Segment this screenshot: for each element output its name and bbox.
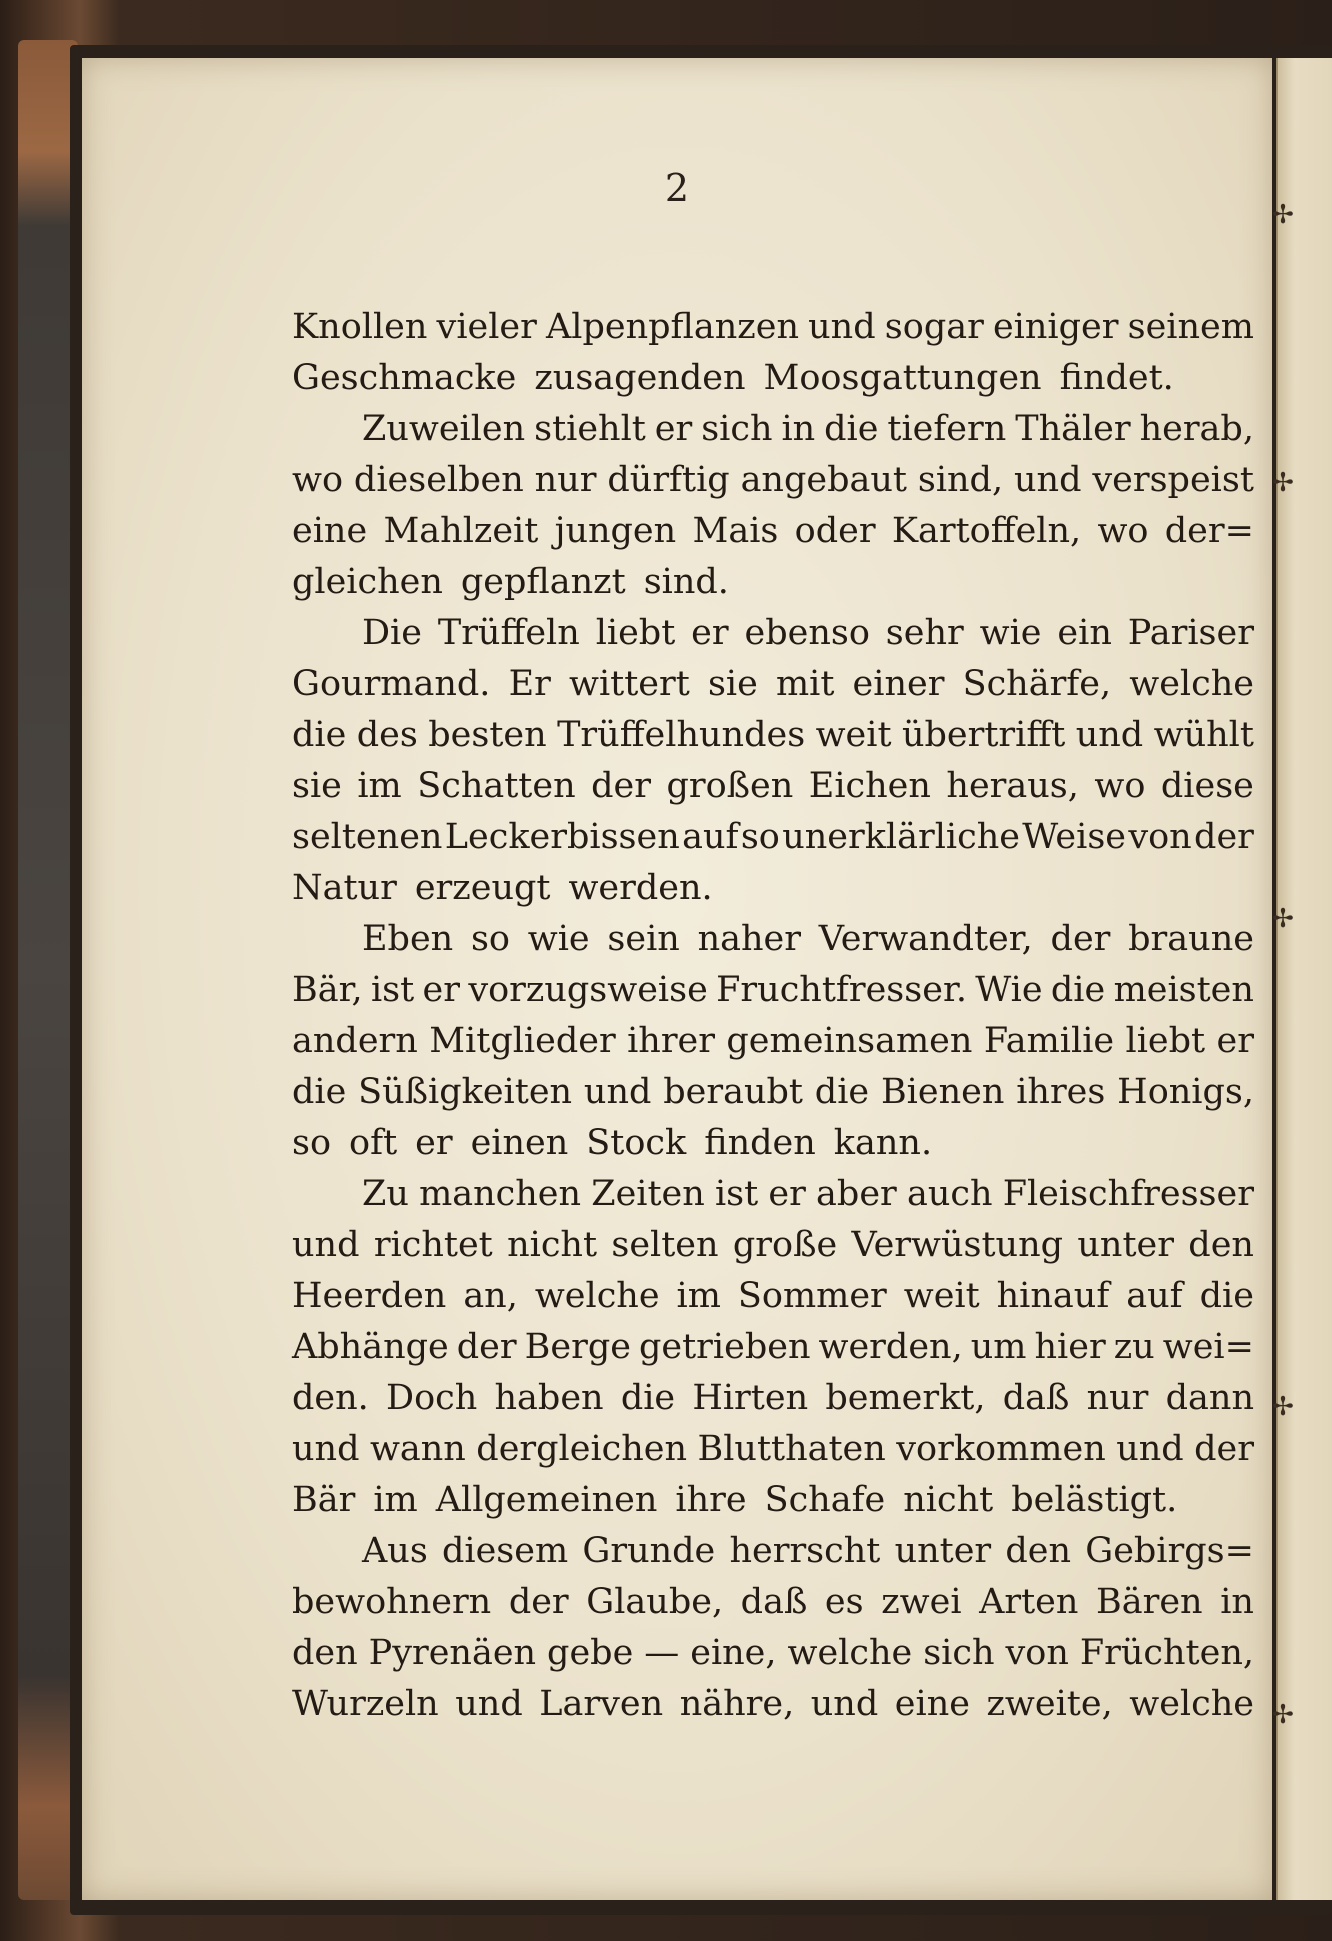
word: oft [349,1123,398,1163]
text-line [292,761,1254,812]
text-line [292,965,1254,1016]
word: an, [463,1276,518,1316]
word: diese [1160,766,1254,806]
word: Geschmacke [292,358,517,398]
word: der [1194,817,1254,857]
word: Trüffeln [437,613,580,653]
word: Zu [362,1174,409,1214]
word: Schärfe, [962,664,1112,704]
word: im [357,766,402,806]
word: einer [852,664,945,704]
word: Schatten [417,766,576,806]
text-line [292,302,1254,353]
word: belästigt. [1011,1480,1178,1520]
text-line [292,557,1254,608]
word: zusagenden [534,358,746,398]
word: Leckerbissen [444,817,680,857]
word: Pariser [1127,613,1254,653]
word: diesem [441,1531,569,1571]
word: Bär, [292,970,363,1010]
word: daß [740,1582,808,1622]
word: Fruchtfresser. [716,970,967,1010]
word: gebe [547,1633,634,1673]
text-line [292,1271,1254,1322]
text-line [292,710,1254,761]
word: Bären [1096,1582,1203,1622]
text-line [292,455,1254,506]
word: richtet [373,1225,493,1265]
text-line [292,506,1254,557]
text-line [292,1016,1254,1067]
word: werden, [818,1327,963,1367]
word: und [583,1072,652,1112]
word: welche [1129,1684,1254,1724]
word: Verwüstung [851,1225,1064,1265]
word: stiehlt [534,409,646,449]
word: unter [1077,1225,1174,1265]
word: so [292,1123,332,1163]
word: werden. [568,868,713,908]
word: dieselben [353,460,524,500]
word: heraus, [946,766,1079,806]
word: Grunde [582,1531,716,1571]
word: Wurzeln [292,1684,439,1724]
binding-stitch-icon: ✢ [1272,1392,1294,1422]
word: sie [292,766,342,806]
word: Er [508,664,551,704]
word: bemerkt, [825,1378,986,1418]
word: und [455,1684,523,1724]
text-line [292,608,1254,659]
text-line [292,1322,1254,1373]
word: seinem [1127,307,1254,347]
word: er [654,409,693,449]
word: sein [607,919,680,959]
word: beraubt [663,1072,803,1112]
word: Alpenpflanzen [546,307,799,347]
word: daß [1002,1378,1070,1418]
word: zu [1113,1327,1155,1367]
binding-stitch-icon: ✢ [1272,200,1294,230]
word: ihrer [627,1021,715,1061]
word: — [644,1633,680,1673]
word: wühlt [1153,715,1254,755]
word: die [292,1072,347,1112]
word: besten [428,715,547,755]
word: Bär [292,1480,356,1520]
word: eine, [690,1633,777,1673]
text-line [292,1526,1254,1577]
binding-stitch-icon: ✢ [1272,904,1294,934]
word: Kartoffeln, [891,511,1082,551]
word: im [373,1480,418,1520]
word: auf [682,817,739,857]
text-line [292,863,1254,914]
word: Eben [362,919,454,959]
binding-stitch-icon: ✢ [1272,468,1294,498]
word: und [1075,715,1144,755]
word: getrieben [639,1327,811,1367]
word: Gourmand. [292,664,491,704]
word: hier [1034,1327,1106,1367]
word: kann. [833,1123,933,1163]
word: Weise [1022,817,1126,857]
word: nicht [903,1480,994,1520]
word: wann [369,1429,466,1469]
word: Wie [975,970,1043,1010]
word: manchen [419,1174,582,1214]
word: er [415,1123,453,1163]
text-line [292,914,1254,965]
word: dergleichen [476,1429,688,1469]
word: einiger [992,307,1119,347]
word: der [1050,919,1111,959]
text-line [292,1424,1254,1475]
word: um [970,1327,1027,1367]
word: herrscht [729,1531,881,1571]
word: der [508,1582,569,1622]
word: im [676,1276,721,1316]
word: und [1116,1429,1184,1469]
word: braune [1128,919,1254,959]
word: Pyrenäen [368,1633,537,1673]
word: zweite, [986,1684,1113,1724]
word: des [356,715,418,755]
word: Natur [292,868,397,908]
word: und [808,307,876,347]
word: tiefern [887,409,1007,449]
word: von [1128,817,1192,857]
word: verspeist [1092,460,1254,500]
word: Fleischfresser [1002,1174,1254,1214]
word: Die [362,613,422,653]
word: in [1220,1582,1254,1622]
word: wittert [569,664,690,704]
word: sie [707,664,758,704]
text-line [292,1220,1254,1271]
word: Berge [524,1327,631,1367]
word: Familie [983,1021,1115,1061]
word: Stock [586,1123,687,1163]
word: wo [1094,766,1146,806]
word: naher [697,919,801,959]
text-line [292,812,1254,863]
word: Doch [386,1378,478,1418]
word: er [768,1174,806,1214]
word: eine [292,511,368,551]
word: Bienen [880,1072,1005,1112]
word: Trüffelhundes [557,715,806,755]
text-line [292,1169,1254,1220]
word: der [1194,1429,1254,1469]
word: unter [894,1531,992,1571]
word: großen [666,766,794,806]
word: Allgemeinen [435,1480,658,1520]
word: Thäler [1015,409,1131,449]
text-line [292,353,1254,404]
word: große [732,1225,838,1265]
word: auch [906,1174,993,1214]
word: Mais [692,511,779,551]
page-number: 2 [664,166,690,210]
word: wo [1097,511,1149,551]
word: sehr [885,613,964,653]
word: wie [979,613,1042,653]
word: nicht [507,1225,598,1265]
word: bewohnern [292,1582,492,1622]
word: sich [701,409,773,449]
word: Glaube, [586,1582,724,1622]
word: die [1050,970,1106,1010]
word: die [292,715,347,755]
word: Verwandter, [818,919,1033,959]
word: liebt [595,613,676,653]
word: es [824,1582,864,1622]
word: nur [534,460,597,500]
page-text [292,302,1254,1730]
word: gemeinsamen [726,1021,973,1061]
book-page [82,58,1272,1900]
word: sich [923,1633,995,1673]
word: Blutthaten [697,1429,886,1469]
word: sogar [884,307,984,347]
word: nur [1086,1378,1149,1418]
word: übertrifft [901,715,1066,755]
word: ebenso [744,613,870,653]
word: meisten [1113,970,1254,1010]
word: Abhänge [292,1327,449,1367]
word: ihre [675,1480,747,1520]
word: unerklärliche [782,817,1020,857]
word: ein [1057,613,1112,653]
word: herab, [1139,409,1254,449]
word: dürftig [607,460,730,500]
text-line [292,404,1254,455]
word: die [620,1378,676,1418]
word: Heerden [292,1276,447,1316]
word: haben [494,1378,604,1418]
word: seltenen [292,817,443,857]
word: in [781,409,816,449]
binding-stitch-icon: ✢ [1272,1700,1294,1730]
text-line [292,1628,1254,1679]
word: den [1005,1531,1072,1571]
word: vorzugsweise [468,970,708,1010]
text-line [292,659,1254,710]
facing-page-edge [1276,58,1332,1900]
book-spine [18,40,78,1900]
word: finden [704,1123,816,1163]
word: andern [292,1021,418,1061]
word: hinauf [996,1276,1110,1316]
word: und [810,1684,879,1724]
word: eine [894,1684,970,1724]
word: jungen [554,511,677,551]
word: die [824,409,879,449]
word: der [456,1327,517,1367]
word: Gebirgs= [1085,1531,1254,1571]
word: selten [611,1225,719,1265]
text-line [292,1373,1254,1424]
text-line [292,1475,1254,1526]
word: Aus [362,1531,428,1571]
text-line [292,1118,1254,1169]
word: oder [794,511,876,551]
word: Zuweilen [362,409,526,449]
word: wo [292,460,344,500]
word: zwei [881,1582,962,1622]
word: und [1013,460,1082,500]
text-line [292,1577,1254,1628]
word: Zeiten [591,1174,705,1214]
word: den [1188,1225,1254,1265]
word: er [1216,1021,1254,1061]
word: einen [470,1123,569,1163]
word: aber [816,1174,897,1214]
word: wei= [1162,1327,1254,1367]
word: Arten [979,1582,1079,1622]
word: vorkommen [896,1429,1106,1469]
word: ihres [1016,1072,1106,1112]
word: sind. [643,562,729,602]
word: ist [714,1174,759,1214]
word: Eichen [808,766,931,806]
word: Mitglieder [429,1021,616,1061]
word: Süßigkeiten [358,1072,573,1112]
word: so [470,919,511,959]
word: vieler [436,307,537,347]
word: und [292,1225,360,1265]
word: er [691,613,729,653]
word: den. [292,1378,369,1418]
word: Hirten [692,1378,809,1418]
word: Larven [539,1684,664,1724]
word: Mahlzeit [383,511,539,551]
word: mit [775,664,835,704]
word: Schafe [764,1480,886,1520]
word: Sommer [737,1276,887,1316]
word: und [292,1429,360,1469]
word: ist [370,970,415,1010]
word: den [292,1633,358,1673]
text-line [292,1067,1254,1118]
word: wie [527,919,590,959]
word: Knollen [292,307,428,347]
word: erzeugt [414,868,551,908]
word: Früchten, [1079,1633,1254,1673]
word: der= [1164,511,1254,551]
word: angebaut [740,460,907,500]
word: nähre, [679,1684,795,1724]
word: welche [1129,664,1254,704]
word: gleichen [292,562,443,602]
word: Moosgattungen [763,358,1042,398]
word: auf [1126,1276,1183,1316]
word: liebt [1125,1021,1206,1061]
word: gepflanzt [460,562,626,602]
word: die [814,1072,870,1112]
word: die [1199,1276,1254,1316]
word: weit [903,1276,980,1316]
word: findet. [1059,358,1174,398]
word: so [740,817,780,857]
word: dann [1165,1378,1254,1418]
word: der [591,766,651,806]
word: er [422,970,460,1010]
word: welche [787,1633,913,1673]
word: sind, [917,460,1004,500]
word: welche [534,1276,660,1316]
word: von [1005,1633,1069,1673]
word: Honigs, [1117,1072,1254,1112]
word: weit [815,715,892,755]
text-line [292,1679,1254,1730]
